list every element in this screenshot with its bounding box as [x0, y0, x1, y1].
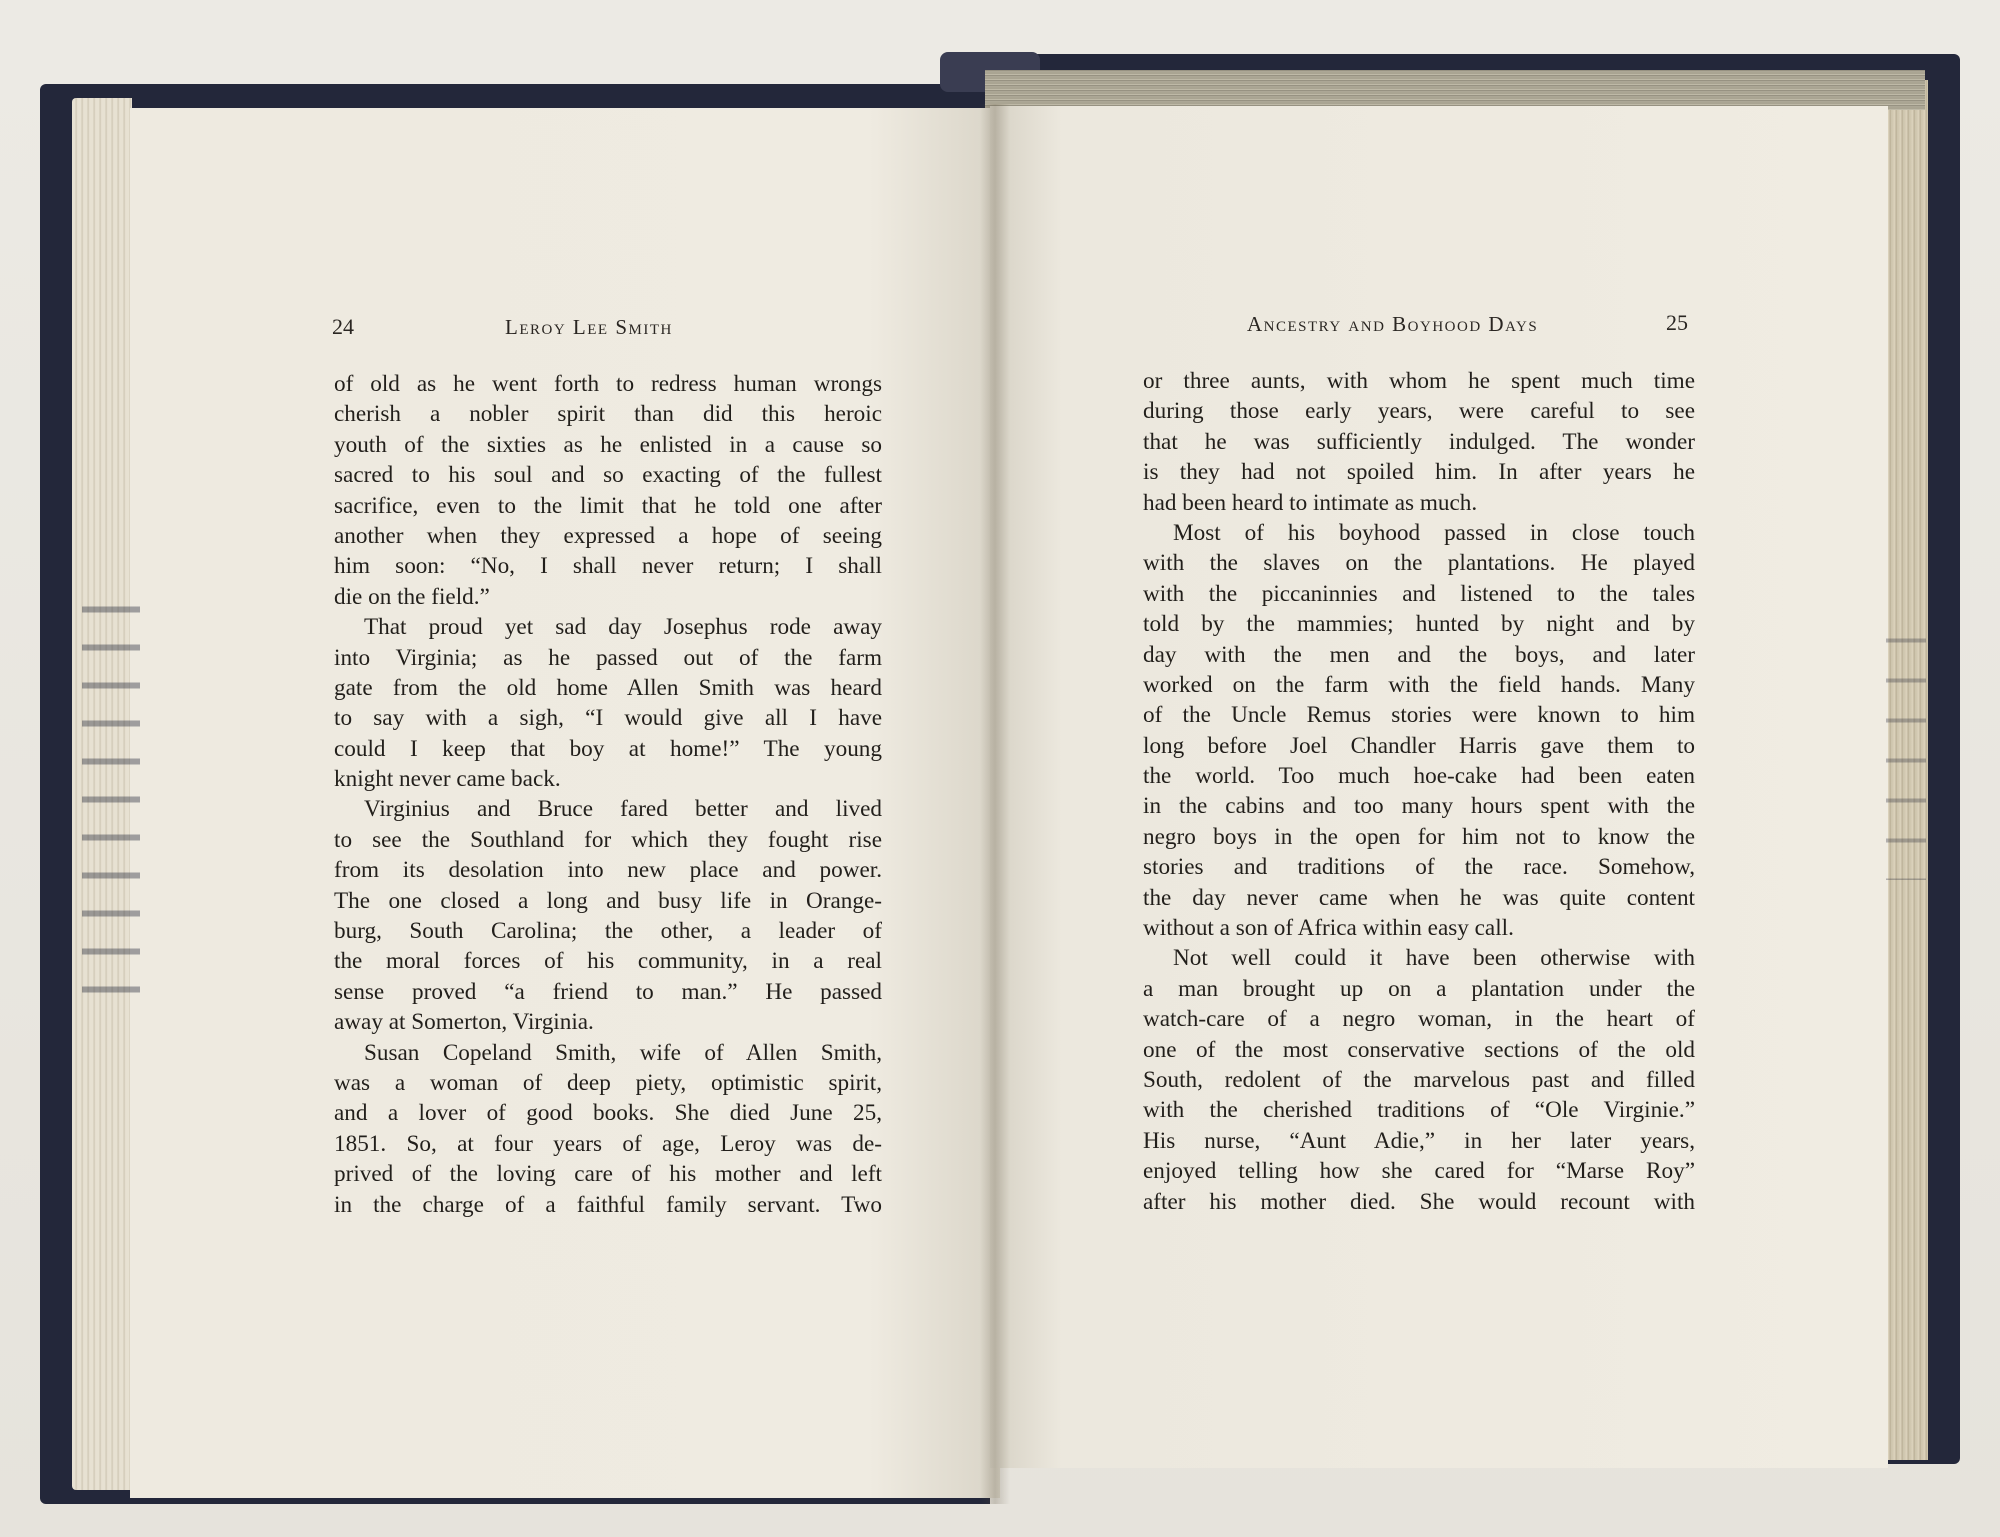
text-line: in the cabins and too many hours spent with the: [1143, 793, 1695, 820]
text-line: and a lover of good books. She died June 25,: [334, 1100, 882, 1127]
text-line: that he was sufficiently indulged. The wonder: [1143, 428, 1695, 455]
text-line: burg, South Carolina; the other, a leader of: [334, 918, 882, 945]
running-header-left: Leroy Lee Smith: [505, 315, 673, 339]
text-line: the moral forces of his community, in a real: [334, 948, 882, 975]
text-line: the day never came when he was quite content: [1143, 884, 1695, 911]
text-line: a man brought up on a plantation under the: [1143, 975, 1695, 1002]
right-page-text: [1143, 366, 1695, 1217]
text-line: die on the field.”: [334, 583, 490, 610]
text-line: 1851. So, at four years of age, Leroy was de-: [334, 1130, 882, 1157]
text-line: youth of the sixties as he enlisted in a cause so: [334, 431, 882, 458]
text-line: Susan Copeland Smith, wife of Allen Smith,: [364, 1039, 882, 1066]
text-line: stories and traditions of the race. Somehow,: [1143, 854, 1695, 881]
text-line: one of the most conservative sections of the old: [1143, 1036, 1695, 1063]
text-line: him soon: “No, I shall never return; I shall: [334, 553, 882, 580]
text-line: cherish a nobler spirit than did this heroic: [334, 401, 882, 428]
text-line: His nurse, “Aunt Adie,” in her later years,: [1143, 1127, 1695, 1154]
text-line: with the cherished traditions of “Ole Virginie.”: [1143, 1097, 1695, 1124]
edge-ink-marks-right: [1886, 620, 1926, 880]
text-line: prived of the loving care of his mother and left: [334, 1161, 882, 1188]
text-line: Not well could it have been otherwise with: [1173, 945, 1695, 972]
text-line: with the piccaninnies and listened to the tales: [1143, 580, 1695, 607]
text-line: had been heard to intimate as much.: [1143, 489, 1478, 516]
text-line: into Virginia; as he passed out of the farm: [334, 644, 882, 671]
text-line: without a son of Africa within easy call.: [1143, 915, 1514, 942]
text-line: another when they expressed a hope of seeing: [334, 522, 882, 549]
text-line: negro boys in the open for him not to know the: [1143, 823, 1695, 850]
text-line: South, redolent of the marvelous past and filled: [1143, 1066, 1695, 1093]
text-line: told by the mammies; hunted by night and by: [1143, 611, 1695, 638]
text-line: of the Uncle Remus stories were known to him: [1143, 702, 1695, 729]
left-page-text: [334, 369, 882, 1220]
text-line: to see the Southland for which they fought rise: [334, 826, 882, 853]
page-number-left: 24: [332, 314, 354, 339]
text-line: is they had not spoiled him. In after years he: [1143, 459, 1695, 486]
text-line: day with the men and the boys, and later: [1143, 641, 1695, 668]
text-line: The one closed a long and busy life in Orange-: [334, 887, 882, 914]
text-line: could I keep that boy at home!” The young: [334, 735, 882, 762]
text-line: to say with a sigh, “I would give all I have: [334, 705, 882, 732]
text-line: long before Joel Chandler Harris gave them to: [1143, 732, 1695, 759]
text-line: sacrifice, even to the limit that he told one after: [334, 492, 882, 519]
text-line: during those early years, were careful to see: [1143, 398, 1695, 425]
page-number-right: 25: [1666, 310, 1688, 335]
text-line: of old as he went forth to redress human wrongs: [334, 371, 882, 397]
text-line: sacred to his soul and so exacting of the fullest: [334, 462, 882, 489]
running-header-right: Ancestry and Boyhood Days: [1247, 312, 1539, 336]
text-line: knight never came back.: [334, 766, 561, 793]
text-line: Virginius and Bruce fared better and lived: [364, 796, 882, 823]
page-top-edge: [985, 70, 1925, 110]
text-line: That proud yet sad day Josephus rode away: [364, 614, 882, 641]
text-line: Most of his boyhood passed in close touch: [1173, 519, 1695, 546]
text-line: with the slaves on the plantations. He played: [1143, 550, 1695, 577]
text-line: after his mother died. She would recount with: [1143, 1188, 1695, 1215]
book-gutter: [980, 104, 1010, 1504]
text-line: worked on the farm with the field hands. Many: [1143, 671, 1695, 698]
text-line: was a woman of deep piety, optimistic spirit,: [334, 1069, 882, 1096]
text-line: from its desolation into new place and power.: [334, 857, 882, 884]
text-line: or three aunts, with whom he spent much time: [1143, 368, 1695, 394]
text-line: watch-care of a negro woman, in the heart of: [1143, 1006, 1695, 1033]
text-line: in the charge of a faithful family servant. Two: [334, 1191, 882, 1218]
text-line: enjoyed telling how she cared for “Marse Roy”: [1143, 1158, 1695, 1185]
edge-ink-marks: [82, 590, 140, 1010]
text-line: the world. Too much hoe-cake had been eaten: [1143, 763, 1695, 790]
text-line: away at Somerton, Virginia.: [334, 1009, 594, 1036]
text-line: gate from the old home Allen Smith was heard: [334, 674, 882, 701]
text-line: sense proved “a friend to man.” He passed: [334, 978, 882, 1005]
